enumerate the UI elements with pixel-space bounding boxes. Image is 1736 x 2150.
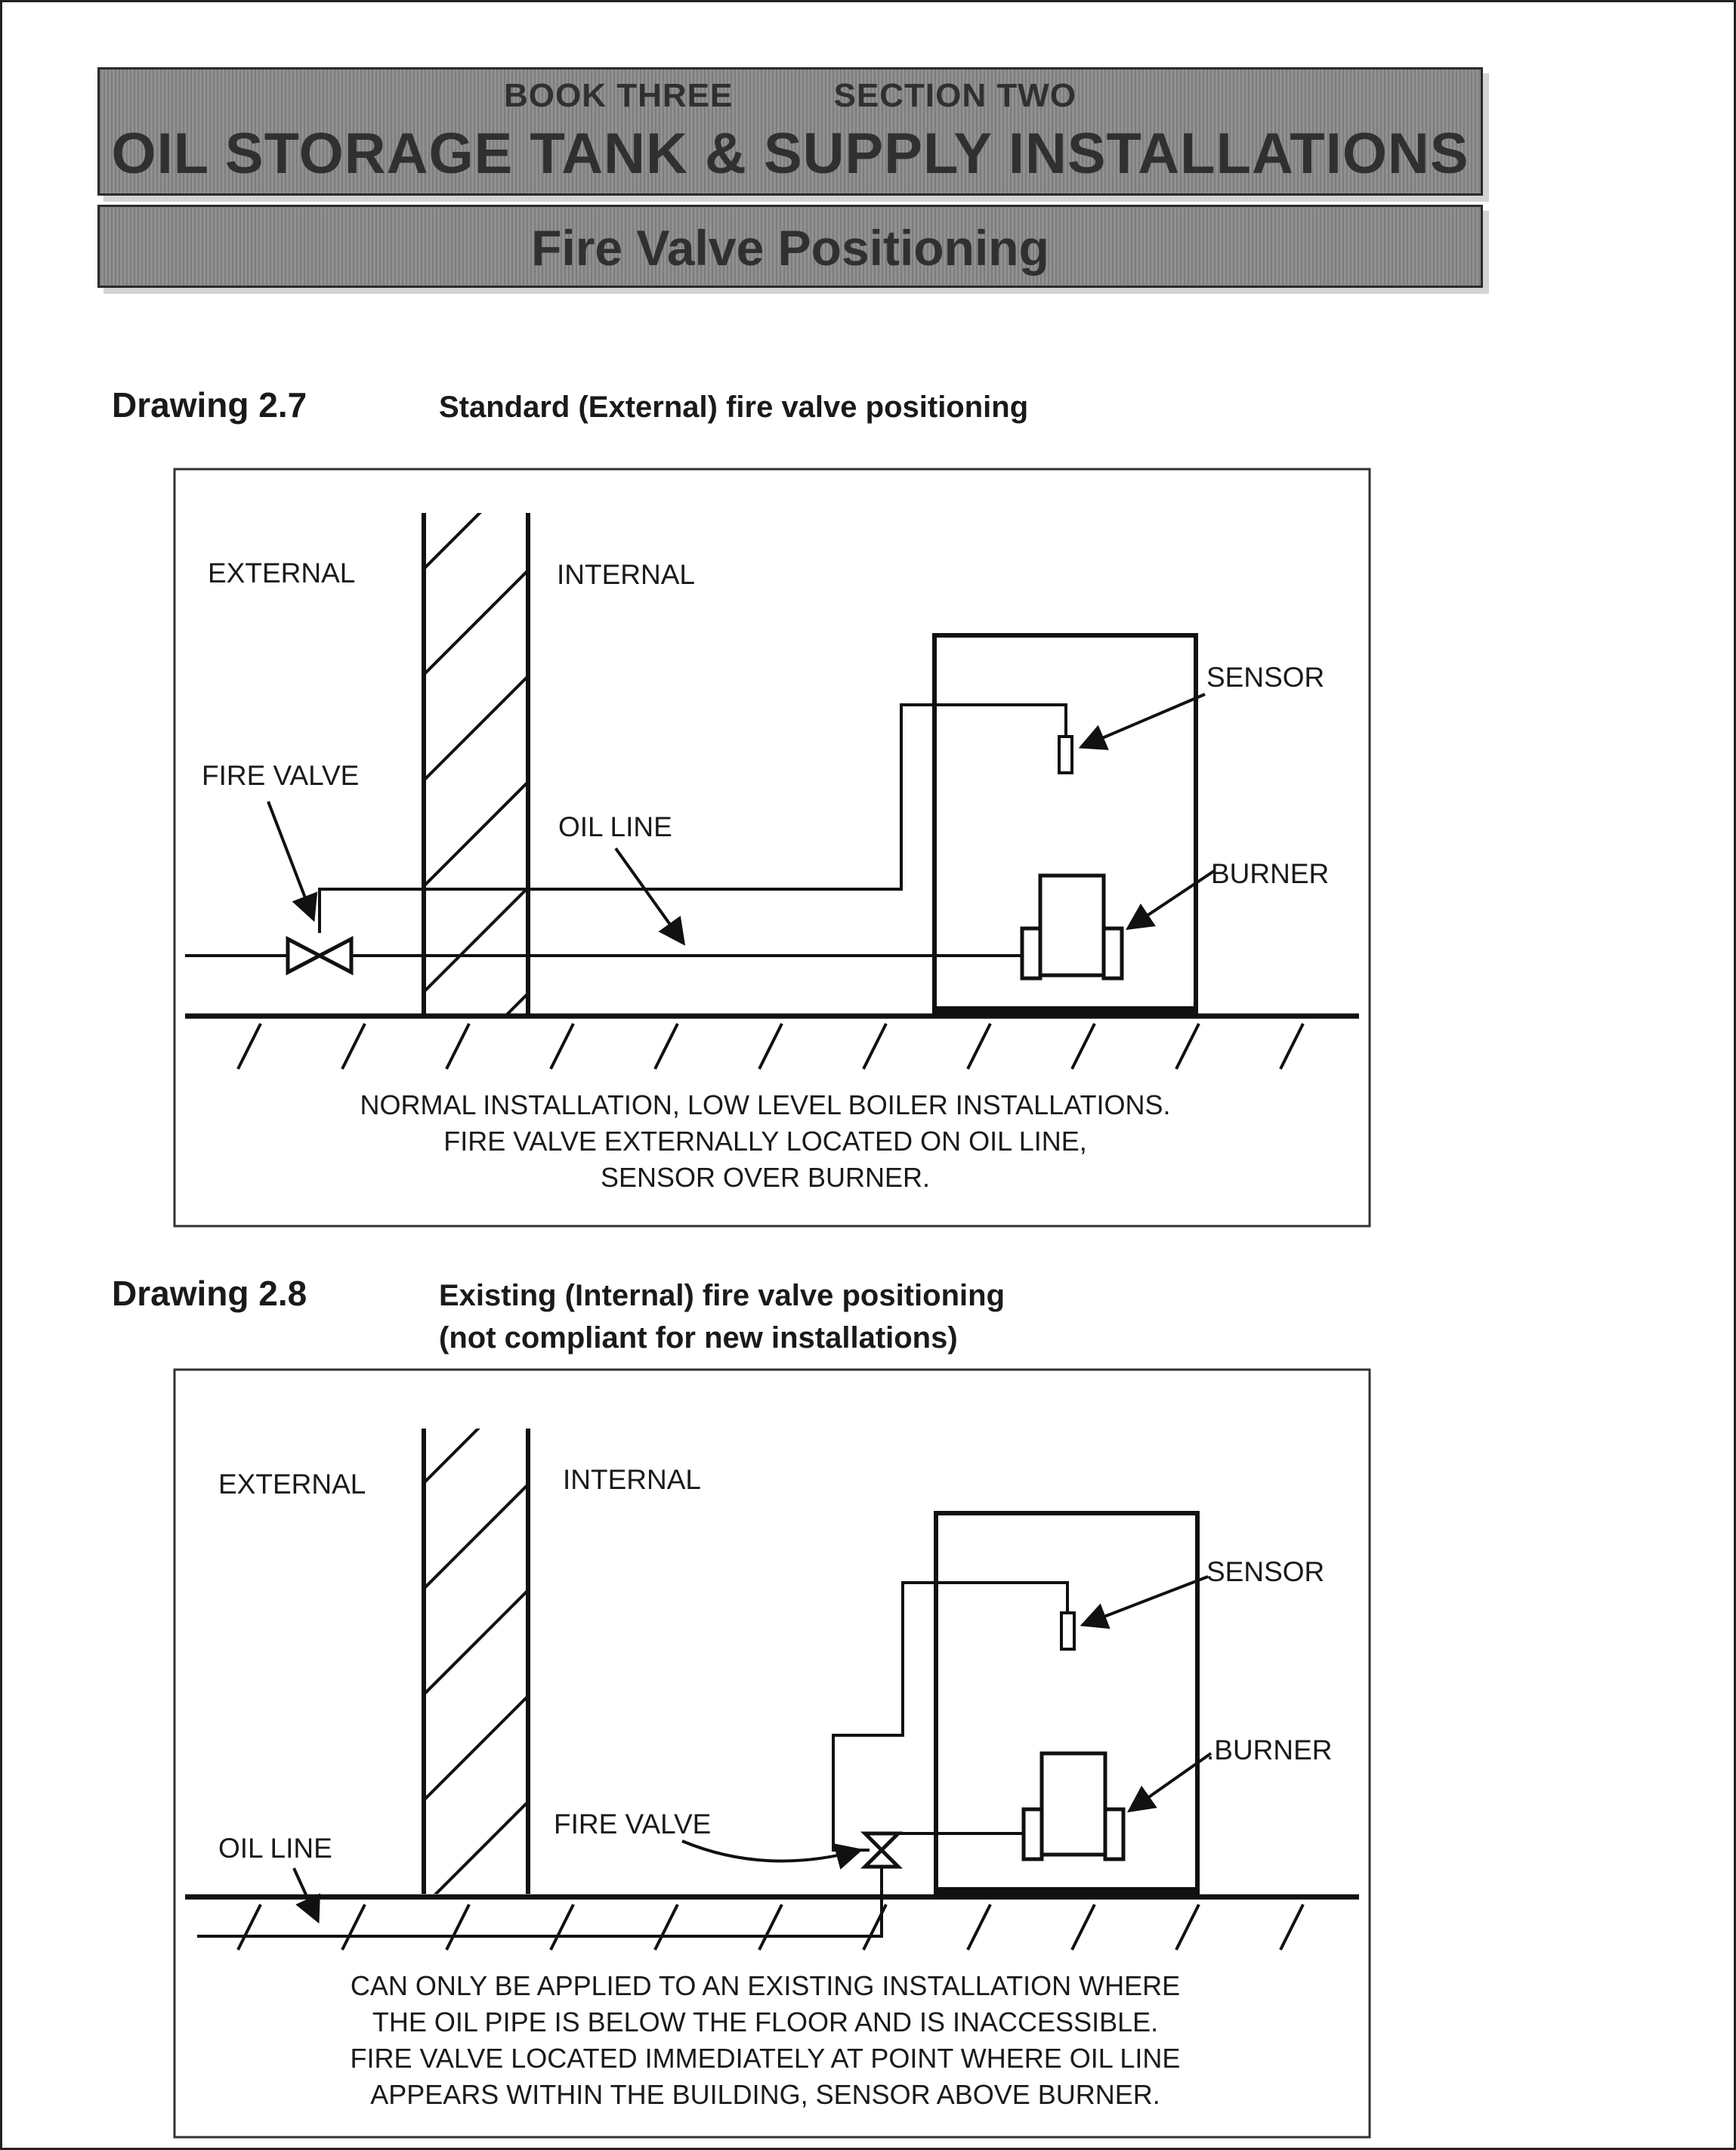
book-label: BOOK THREE bbox=[503, 77, 734, 114]
caption-2-line2: THE OIL PIPE IS BELOW THE FLOOR AND IS INACCESSIBLE. bbox=[372, 2006, 1159, 2037]
label-oil-line-2: OIL LINE bbox=[218, 1833, 332, 1864]
label-oil-line-1: OIL LINE bbox=[558, 811, 672, 842]
caption-2-line3: FIRE VALVE LOCATED IMMEDIATELY AT POINT WHERE OIL LINE bbox=[350, 2043, 1181, 2074]
label-external-2: EXTERNAL bbox=[218, 1469, 366, 1500]
caption-2-line1: CAN ONLY BE APPLIED TO AN EXISTING INSTALLATION WHERE bbox=[350, 1970, 1181, 2001]
drawing-2-number: Drawing 2.8 bbox=[112, 1274, 307, 1313]
sensor-2 bbox=[1061, 1613, 1074, 1649]
label-fire-valve-2: FIRE VALVE bbox=[554, 1809, 712, 1840]
caption-2-line4: APPEARS WITHIN THE BUILDING, SENSOR ABOVE BURNER. bbox=[370, 2079, 1160, 2110]
label-external-1: EXTERNAL bbox=[208, 558, 356, 588]
drawing-1-title: Standard (External) fire valve positioning bbox=[439, 391, 1029, 424]
drawing-1-number: Drawing 2.7 bbox=[112, 385, 307, 425]
caption-1-line2: FIRE VALVE EXTERNALLY LOCATED ON OIL LINE, bbox=[443, 1126, 1087, 1157]
label-sensor-1: SENSOR bbox=[1206, 662, 1325, 693]
drawing-1-diagram bbox=[175, 456, 1370, 1226]
document-subtitle: Fire Valve Positioning bbox=[531, 220, 1049, 276]
label-internal-2: INTERNAL bbox=[563, 1464, 701, 1495]
label-fire-valve-1: FIRE VALVE bbox=[202, 760, 360, 791]
drawing-2-title-line2: (not compliant for new installations) bbox=[439, 1321, 958, 1355]
sensor-1 bbox=[1059, 737, 1072, 773]
section-label: SECTION TWO bbox=[833, 77, 1077, 114]
document-title: OIL STORAGE TANK & SUPPLY INSTALLATIONS bbox=[111, 122, 1469, 186]
drawing-2-title-line1: Existing (Internal) fire valve positioning bbox=[439, 1279, 1005, 1312]
diagrams-canvas bbox=[2, 2, 1734, 2148]
label-burner-2: .BURNER bbox=[1206, 1735, 1333, 1765]
caption-1-line1: NORMAL INSTALLATION, LOW LEVEL BOILER INSTALLATIONS. bbox=[360, 1089, 1171, 1120]
label-internal-1: INTERNAL bbox=[557, 559, 695, 590]
label-sensor-2: SENSOR bbox=[1206, 1556, 1325, 1587]
drawing-2-diagram bbox=[175, 1370, 1370, 2137]
label-burner-1: BURNER bbox=[1211, 858, 1330, 889]
caption-1-line3: SENSOR OVER BURNER. bbox=[600, 1162, 931, 1193]
